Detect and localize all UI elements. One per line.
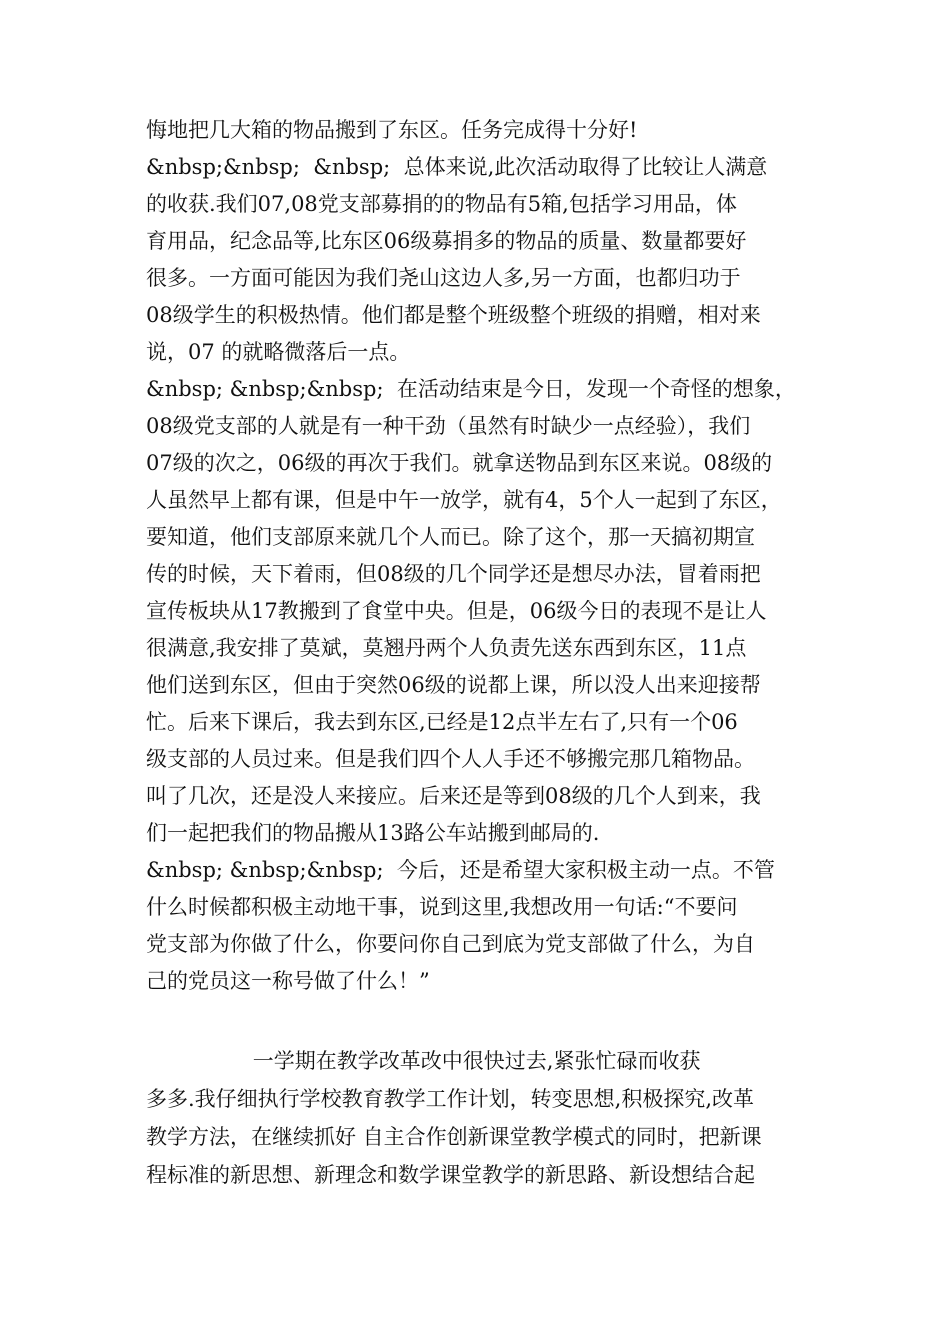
text-line: 党支部为你做了什么，你要问你自己到底为党支部做了什么，为自 — [146, 932, 755, 956]
text-line: 08级学生的积极热情。他们都是整个班级整个班级的捐赠，相对来 — [146, 303, 761, 327]
text-line: 说，07 的就略微落后一点。 — [146, 340, 411, 364]
text-line: 一学期在教学改革改中很快过去,紧张忙碌而收获 — [146, 1049, 701, 1073]
text-line: 什么时候都积极主动地干事，说到这里,我想改用一句话:“不要问 — [146, 895, 738, 919]
text-line: 程标准的新思想、新理念和数学课堂教学的新思路、新设想结合起 — [146, 1163, 755, 1187]
text-line: 很满意,我安排了莫斌，莫翘丹两个人负责先送东西到东区，11点 — [146, 636, 747, 660]
text-line: 叫了几次，还是没人来接应。后来还是等到08级的几个人到来，我 — [146, 784, 761, 808]
text-line: 人虽然早上都有课，但是中午一放学，就有4，5个人一起到了东区， — [146, 488, 782, 512]
text-line: &nbsp; &nbsp;&nbsp; 今后，还是希望大家积极主动一点。不管 — [146, 858, 775, 882]
text-line: &nbsp; &nbsp;&nbsp; 在活动结束是今日，发现一个奇怪的想象， — [146, 377, 796, 401]
text-line: 要知道，他们支部原来就几个人而已。除了这个，那一天搞初期宣 — [146, 525, 755, 549]
text-line: 教学方法，在继续抓好 自主合作创新课堂教学模式的同时，把新课 — [146, 1125, 762, 1149]
text-line: &nbsp;&nbsp; &nbsp; 总体来说,此次活动取得了比较让人满意 — [146, 155, 768, 179]
text-line: 的收获.我们07,08党支部募捐的的物品有5箱,包括学习用品，体 — [146, 192, 737, 216]
text-line: 08级党支部的人就是有一种干劲（虽然有时缺少一点经验），我们 — [146, 414, 751, 438]
text-line: 多多.我仔细执行学校教育教学工作计划，转变思想,积极探究,改革 — [146, 1087, 755, 1111]
text-line: 己的党员这一称号做了什么！” — [146, 969, 430, 993]
text-line: 悔地把几大箱的物品搬到了东区。任务完成得十分好! — [146, 118, 638, 142]
text-line: 级支部的人员过来。但是我们四个人人手还不够搬完那几箱物品。 — [146, 747, 755, 771]
text-line: 传的时候，天下着雨，但08级的几个同学还是想尽办法，冒着雨把 — [146, 562, 761, 586]
text-line: 他们送到东区，但由于突然06级的说都上课，所以没人出来迎接帮 — [146, 673, 761, 697]
text-line: 很多。一方面可能因为我们尧山这边人多,另一方面，也都归功于 — [146, 266, 741, 290]
text-line: 们一起把我们的物品搬从13路公车站搬到邮局的. — [146, 821, 600, 845]
text-line: 07级的次之，06级的再次于我们。就拿送物品到东区来说。08级的 — [146, 451, 773, 475]
text-line: 忙。后来下课后，我去到东区,已经是12点半左右了,只有一个06 — [146, 710, 738, 734]
text-line: 育用品，纪念品等,比东区06级募捐多的物品的质量、数量都要好 — [146, 229, 747, 253]
text-line: 宣传板块从17教搬到了食堂中央。但是，06级今日的表现不是让人 — [146, 599, 767, 623]
